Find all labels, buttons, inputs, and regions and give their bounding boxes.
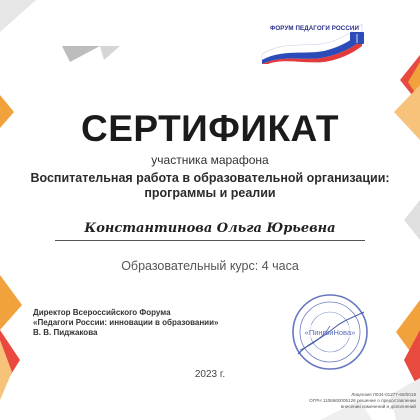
director-title: Директор Всероссийского Форума <box>33 308 171 317</box>
legal-note-line: внесении изменений и дополнений <box>340 404 416 410</box>
ogrn-line: ОГРН 1106660005126 решение о предоставлении <box>309 398 416 404</box>
director-name: В. В. Пиджакова <box>33 328 98 337</box>
issue-year: 2023 г. <box>194 369 226 380</box>
director-signature-block <box>33 308 218 338</box>
stamp-name: «ПингвиНова» <box>304 328 356 337</box>
deco-triangle <box>0 0 36 32</box>
license-line: Лицензия Л034-01277-66/0019 <box>351 392 416 397</box>
program-title <box>30 171 390 201</box>
certificate-subtitle: участника марафона <box>151 153 269 167</box>
deco-triangle <box>100 46 120 60</box>
official-stamp <box>290 292 370 372</box>
legal-info <box>309 392 416 411</box>
logo-text: ФОРУМ ПЕДАГОГИ РОССИИ <box>270 25 360 32</box>
name-underline <box>55 240 365 241</box>
deco-triangle-orange <box>0 275 22 330</box>
deco-triangle <box>62 46 100 62</box>
program-title-line: программы и реалии <box>144 186 276 200</box>
course-hours: Образовательный курс: 4 часа <box>121 259 299 273</box>
recipient-name: Константинова Ольга Юрьевна <box>84 221 336 236</box>
program-title-line: Воспитательная работа в образовательной организации: <box>30 171 390 185</box>
director-forum-name: «Педагоги России: инновации в образовании» <box>33 318 219 327</box>
certificate-title: СЕРТИФИКАТ <box>80 108 340 149</box>
